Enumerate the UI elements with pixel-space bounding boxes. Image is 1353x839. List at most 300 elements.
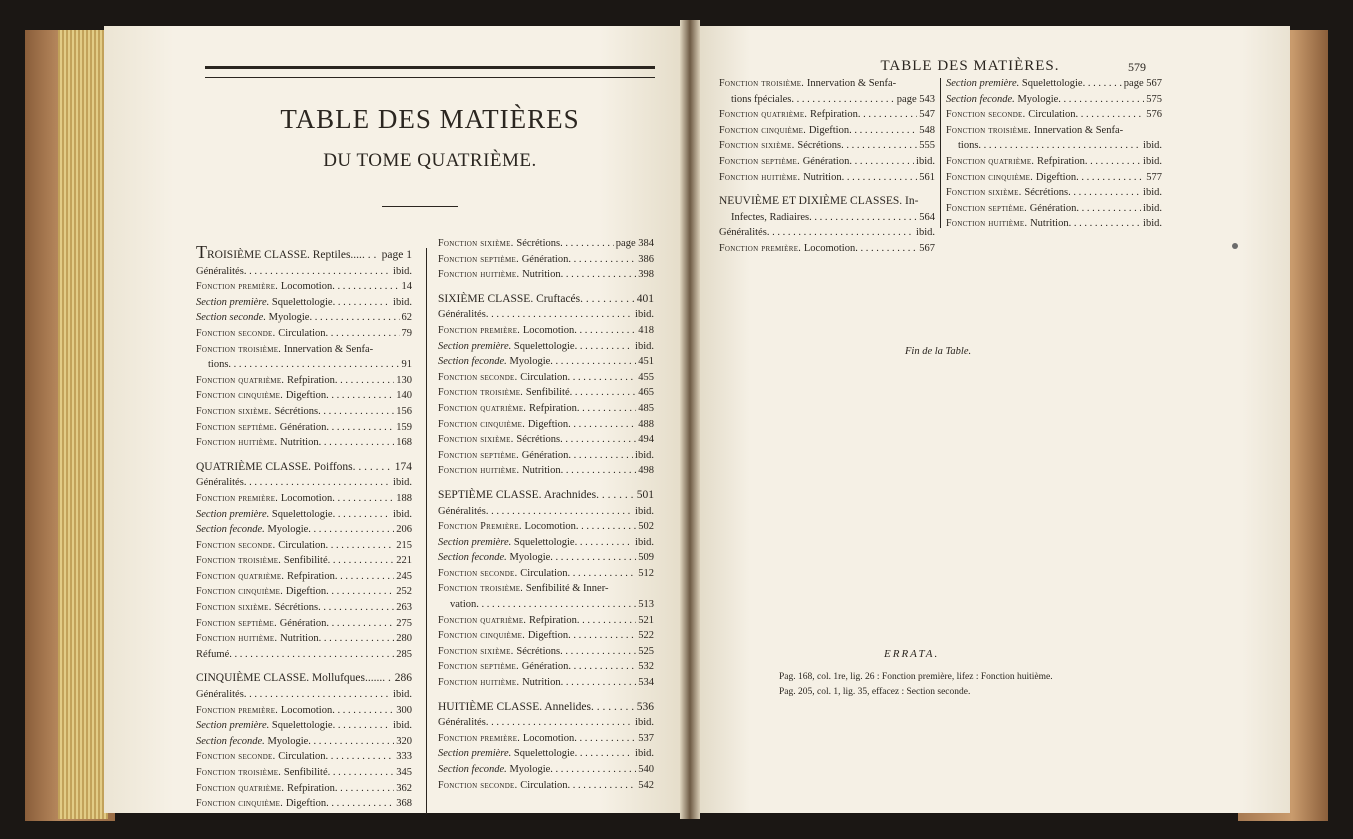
entry-text: Nutrition — [280, 633, 319, 645]
page-subtitle: DU TOME QUATRIÈME. — [323, 150, 537, 171]
entry-text: Squelettologie — [513, 536, 575, 548]
toc-entry — [719, 210, 935, 226]
toc-entry — [946, 76, 1162, 92]
entry-text: vation — [450, 599, 477, 611]
entry-text: Locomotion — [803, 242, 856, 254]
toc-entry-label — [438, 401, 577, 417]
page-ref: 537 — [638, 732, 654, 744]
function-heading: Fonction cinquième. — [438, 630, 528, 642]
toc-entry — [719, 154, 935, 170]
toc-entry — [438, 613, 654, 629]
toc-entry-label — [196, 569, 335, 585]
page-ref: ibid. — [393, 508, 412, 520]
toc-entry-label — [719, 225, 767, 241]
toc-entry — [196, 242, 412, 264]
toc-entry-label — [438, 417, 568, 433]
toc-entry-label — [196, 749, 326, 765]
dot-leader — [1085, 154, 1141, 170]
toc-entry-label — [438, 628, 568, 644]
toc-entry-label — [196, 734, 308, 750]
dot-leader — [326, 584, 394, 600]
dot-leader — [550, 762, 636, 778]
function-heading: Fonction Première. — [438, 521, 525, 533]
page-ref: ibid. — [393, 296, 412, 308]
section-heading: Section première. — [438, 340, 514, 352]
entry-text: Sécrétions — [516, 434, 561, 446]
toc-entry-label — [438, 659, 568, 675]
function-heading: Fonction sixième. — [438, 434, 517, 446]
page-ref: 245 — [396, 570, 412, 582]
page-ref: 561 — [919, 171, 935, 183]
toc-entry — [196, 295, 412, 311]
column-divider-right — [940, 78, 941, 228]
page-ref: ibid. — [635, 340, 654, 352]
toc-entry-label — [438, 746, 575, 762]
toc-entry-label — [196, 435, 319, 451]
toc-entry — [438, 644, 654, 660]
entry-text: Nutrition — [522, 677, 561, 689]
page-ref: 280 — [396, 633, 412, 645]
section-heading: Section feconde. — [196, 524, 268, 536]
entry-text: Génération — [802, 155, 850, 167]
toc-entry-label — [438, 519, 576, 535]
dot-leader — [244, 264, 391, 280]
dot-leader — [335, 569, 394, 585]
page-ref: 362 — [396, 782, 412, 794]
entry-text: Refpiration — [529, 614, 577, 626]
toc-entry — [438, 566, 654, 582]
function-heading: Fonction troisième. — [438, 583, 526, 595]
page-ref: 522 — [638, 630, 654, 642]
toc-entry-label — [946, 216, 1069, 232]
function-heading: Fonction quatrième. — [438, 402, 529, 414]
toc-entry — [438, 746, 654, 762]
entry-text: Génération — [521, 661, 569, 673]
entry-text: Myologie — [268, 312, 310, 324]
function-heading: Fonction huitième. — [438, 465, 523, 477]
function-heading: Fonction huitième. — [438, 677, 523, 689]
toc-entry-label — [196, 631, 319, 647]
toc-entry-label — [719, 194, 918, 210]
entry-text: HUITIÈME CLASSE. Annelides — [438, 700, 592, 713]
toc-entry-label — [196, 420, 326, 436]
entry-text: Locomotion — [522, 324, 575, 336]
page-ref: 368 — [396, 798, 412, 810]
toc-entry-label — [719, 170, 842, 186]
dot-leader — [1058, 92, 1144, 108]
dot-leader — [308, 522, 394, 538]
page-ref: 62 — [401, 312, 412, 324]
entry-text: Digeftion — [285, 390, 327, 402]
entry-text: Circulation — [520, 371, 568, 383]
toc-entry-label — [438, 731, 574, 747]
dot-leader — [577, 613, 636, 629]
toc-entry-label — [196, 373, 335, 389]
function-heading: Fonction quatrième. — [196, 782, 287, 794]
page-ref: 567 — [919, 242, 935, 254]
dot-leader — [568, 448, 633, 464]
page-ref: 156 — [396, 405, 412, 417]
entry-text: Nutrition — [280, 437, 319, 449]
entry-text: NEUVIÈME ET DIXIÈME CLASSES. In- — [719, 195, 919, 208]
toc-entry — [438, 252, 654, 268]
function-heading: Fonction seconde. — [438, 567, 521, 579]
toc-entry — [196, 584, 412, 600]
dot-leader — [809, 210, 917, 226]
entry-text: Locomotion — [280, 492, 333, 504]
toc-entry — [946, 201, 1162, 217]
dot-leader — [318, 600, 394, 616]
page-ref: 548 — [919, 124, 935, 136]
entry-text: CINQUIÈME CLASSE. Mollufques...... — [196, 672, 383, 685]
toc-entry-label — [719, 154, 849, 170]
toc-entry — [438, 628, 654, 644]
entry-text: Squelettologie — [271, 508, 333, 520]
toc-entry — [946, 92, 1162, 108]
function-heading: Fonction quatrième. — [196, 374, 287, 386]
page-ref: 91 — [401, 359, 412, 371]
toc-entry-label — [196, 507, 333, 523]
entry-text: Sécrétions — [797, 140, 842, 152]
page-ref: 275 — [396, 617, 412, 629]
entry-text: Squelettologie — [1021, 78, 1083, 89]
section-heading: Section feconde. — [438, 764, 510, 775]
toc-entry — [719, 225, 935, 241]
page-ref: 547 — [919, 109, 935, 121]
entry-text: Digeftion — [285, 798, 327, 810]
dot-leader — [577, 401, 636, 417]
toc-entry — [196, 279, 412, 295]
section-heading: Section première. — [438, 536, 514, 548]
entry-text: Généralités — [196, 265, 244, 277]
section-heading: Section première. — [196, 720, 272, 732]
toc-entry — [438, 323, 654, 339]
toc-entry — [196, 373, 412, 389]
toc-entry — [719, 241, 935, 257]
page-ref: 215 — [396, 539, 412, 551]
running-head: TABLE DES MATIÈRES. — [880, 58, 1060, 74]
entry-text: Circulation — [1028, 109, 1076, 121]
dot-leader — [574, 323, 636, 339]
page-ref: 221 — [396, 555, 412, 567]
function-heading: Fonction cinquième. — [719, 124, 809, 136]
entry-text: Squelettologie — [271, 296, 333, 308]
dot-leader — [575, 746, 633, 762]
toc-entry-label — [196, 687, 244, 703]
toc-entry-label — [438, 488, 596, 504]
page-ref: ibid. — [1143, 218, 1162, 230]
toc-entry — [438, 762, 654, 778]
function-heading: Fonction première. — [196, 492, 281, 504]
toc-entry — [196, 491, 412, 507]
toc-entry-label — [719, 123, 849, 139]
function-heading: Fonction cinquième. — [196, 586, 286, 598]
function-heading: Fonction troisième. — [438, 387, 526, 399]
toc-entry-label — [946, 123, 1123, 139]
section-heading: Section feconde. — [438, 552, 510, 564]
section-heading: Section feconde. — [196, 735, 268, 747]
entry-text: Myologie — [509, 552, 551, 564]
dot-leader — [326, 538, 395, 554]
toc-entry-label — [196, 796, 326, 812]
section-heading: Section feconde. — [946, 93, 1018, 105]
page-ref: 488 — [638, 418, 654, 430]
page-ref: ibid. — [393, 477, 412, 489]
entry-text: Squelettologie — [513, 340, 575, 352]
toc-entry — [196, 781, 412, 797]
toc-entry-label — [438, 675, 561, 691]
toc-column-left-2 — [438, 236, 654, 793]
page-ref: 540 — [638, 764, 654, 775]
page-ref: 130 — [396, 374, 412, 386]
toc-entry-label — [438, 267, 561, 283]
toc-entry — [438, 731, 654, 747]
page-ref: 577 — [1146, 171, 1162, 183]
entry-text: Digeftion — [527, 630, 569, 642]
entry-text: Généralités — [438, 717, 486, 729]
page-ref: 521 — [638, 614, 654, 626]
page-ref: 575 — [1146, 93, 1162, 105]
toc-entry-label — [438, 762, 550, 778]
toc-entry-label — [438, 700, 591, 716]
dot-leader — [849, 154, 914, 170]
toc-entry — [196, 671, 412, 687]
toc-entry-label — [946, 201, 1076, 217]
toc-entry-label — [196, 342, 373, 358]
toc-entry-label — [438, 504, 486, 520]
toc-entry — [438, 675, 654, 691]
errata-line: Pag. 205, col. 1, lig. 35, effacez : Section seconde. — [779, 687, 971, 697]
toc-entry-label — [958, 138, 978, 154]
dot-leader — [568, 659, 636, 675]
toc-entry — [196, 460, 412, 476]
toc-entry — [438, 715, 654, 731]
entry-text: Généralités — [438, 505, 486, 517]
entry-text: Refpiration — [287, 782, 335, 794]
toc-entry — [196, 553, 412, 569]
dot-leader — [318, 404, 394, 420]
toc-entry-label — [719, 241, 855, 257]
toc-entry — [946, 123, 1162, 139]
page-ref: ibid. — [635, 505, 654, 517]
entry-text: Refpiration — [529, 402, 577, 414]
entry-text: Généralités — [196, 477, 244, 489]
dot-leader — [319, 631, 395, 647]
entry-text: Refpiration — [287, 570, 335, 582]
entry-text: Sécrétions — [516, 645, 561, 657]
toc-entry — [438, 385, 654, 401]
toc-entry — [946, 216, 1162, 232]
toc-entry — [196, 357, 412, 373]
toc-entry-label — [196, 522, 308, 538]
toc-entry-label — [438, 778, 568, 794]
toc-entry — [438, 354, 654, 370]
entry-text: Génération — [279, 617, 327, 629]
entry-text: Nutrition — [522, 465, 561, 477]
dot-leader — [576, 519, 636, 535]
dot-leader — [335, 781, 394, 797]
toc-entry — [438, 581, 654, 597]
dot-leader — [486, 715, 633, 731]
page-ref: 455 — [638, 371, 654, 383]
function-heading: Fonction quatrième. — [719, 109, 810, 121]
page-title: TABLE DES MATIÈRES — [280, 104, 580, 134]
page-ref: 525 — [638, 645, 654, 657]
toc-entry — [196, 734, 412, 750]
page-ref: ibid. — [916, 227, 935, 239]
function-heading: Fonction troisième. — [946, 124, 1034, 136]
entry-text: Nutrition — [1030, 218, 1069, 230]
page-ref: 168 — [396, 437, 412, 449]
page-ref: 174 — [394, 460, 412, 473]
toc-entry — [438, 307, 654, 323]
function-heading: Fonction septième. — [438, 449, 522, 461]
entry-text: Innervation & Senfa- — [1033, 124, 1124, 136]
entry-text: Circulation — [278, 751, 326, 763]
toc-entry-label — [438, 236, 560, 252]
section-heading: Section feconde. — [438, 356, 510, 368]
function-heading: Fonction septième. — [196, 617, 280, 629]
page-ref: 501 — [636, 488, 654, 501]
dot-leader — [228, 357, 399, 373]
dot-leader — [1068, 185, 1141, 201]
title-rule — [382, 206, 458, 207]
dot-leader — [332, 491, 394, 507]
toc-entry — [438, 339, 654, 355]
toc-entry-label — [196, 295, 333, 311]
toc-entry — [438, 236, 654, 252]
entry-text: Généralités — [719, 227, 767, 239]
toc-entry — [438, 432, 654, 448]
dot-leader — [1076, 107, 1145, 123]
toc-entry-label — [450, 597, 476, 613]
toc-entry — [438, 519, 654, 535]
toc-entry-label — [438, 644, 560, 660]
toc-entry-label — [438, 535, 575, 551]
toc-entry — [196, 687, 412, 703]
entry-text: Digeftion — [1035, 171, 1077, 183]
errata-title: ERRATA. — [884, 648, 940, 660]
entry-text: Digeftion — [808, 124, 850, 136]
toc-entry — [196, 718, 412, 734]
page-ref: page 567 — [1123, 78, 1162, 89]
entry-text: SEPTIÈME CLASSE. Arachnides — [438, 488, 597, 501]
dot-leader — [333, 507, 391, 523]
entry-text: Myologie — [1017, 93, 1059, 105]
dot-leader — [328, 765, 395, 781]
page-ref: ibid. — [1143, 187, 1162, 199]
toc-entry — [946, 185, 1162, 201]
page-ref: 555 — [919, 140, 935, 152]
entry-text: Refpiration — [287, 374, 335, 386]
entry-text: Circulation — [520, 567, 568, 579]
entry-text: Senfibilité — [283, 555, 328, 567]
toc-entry — [196, 326, 412, 342]
page-ref: 564 — [919, 211, 935, 223]
toc-entry-label — [438, 370, 568, 386]
function-heading: Fonction sixième. — [196, 602, 275, 614]
ornamental-rule — [205, 66, 655, 78]
page-ref: ibid. — [393, 689, 412, 701]
entry-text: Myologie — [509, 764, 551, 775]
toc-entry-label — [196, 242, 362, 264]
page-ref: page 1 — [381, 249, 412, 261]
page-ref: page 543 — [896, 93, 935, 105]
function-heading: Fonction cinquième. — [196, 390, 286, 402]
toc-entry-label — [438, 323, 574, 339]
entry-text: Génération — [521, 449, 569, 461]
entry-text: ROISIÈME CLASSE. Reptiles.... — [207, 249, 362, 261]
entry-text: Locomotion — [280, 704, 333, 716]
entry-text: Sécrétions — [1024, 187, 1069, 199]
function-heading: Fonction première. — [196, 281, 281, 293]
toc-entry-label — [946, 154, 1085, 170]
toc-entry-label — [196, 765, 328, 781]
function-heading: Fonction seconde. — [196, 539, 279, 551]
paper-spot — [1232, 243, 1238, 249]
toc-entry-label — [946, 107, 1076, 123]
function-heading: Fonction septième. — [438, 661, 522, 673]
dot-leader — [319, 435, 395, 451]
toc-entry-label — [196, 647, 229, 663]
function-heading: Fonction septième. — [946, 202, 1030, 214]
page-ref: 345 — [396, 767, 412, 778]
page-ref: 398 — [638, 269, 654, 281]
entry-text: Nutrition — [522, 269, 561, 281]
dot-leader — [580, 292, 635, 308]
function-heading: Fonction cinquième. — [438, 418, 528, 430]
toc-entry-label — [196, 310, 309, 326]
toc-entry — [438, 448, 654, 464]
toc-entry — [438, 488, 654, 504]
entry-text: Senfibilité & Inner- — [525, 583, 609, 595]
dot-leader — [849, 123, 917, 139]
dot-leader — [362, 248, 380, 264]
toc-entry — [196, 765, 412, 781]
page-ref: 465 — [638, 387, 654, 399]
toc-entry-label — [208, 357, 228, 373]
page-number: 579 — [1128, 60, 1146, 74]
toc-entry-label — [946, 76, 1083, 92]
entry-text: Senfibilité — [525, 387, 570, 399]
dot-leader — [326, 749, 395, 765]
dot-leader — [561, 675, 637, 691]
function-heading: Fonction première. — [719, 242, 804, 254]
page-ref: 14 — [401, 281, 412, 293]
function-heading: Fonction seconde. — [196, 327, 279, 339]
entry-text: Myologie — [509, 356, 551, 368]
dot-leader — [842, 170, 918, 186]
page-ref: 285 — [396, 648, 412, 660]
toc-column-left-1 — [196, 236, 412, 812]
dot-leader — [309, 310, 399, 326]
page-ref: 418 — [638, 324, 654, 336]
page-ref: 263 — [396, 602, 412, 614]
toc-entry-label — [196, 264, 244, 280]
dot-leader — [326, 326, 400, 342]
toc-entry-label — [719, 76, 896, 92]
dot-leader — [326, 796, 394, 812]
dot-leader — [486, 504, 633, 520]
section-heading: Section première. — [196, 296, 272, 308]
gilt-page-edges — [58, 30, 108, 819]
dot-leader — [328, 553, 395, 569]
entry-text: tions — [958, 140, 979, 152]
book-gutter — [680, 20, 700, 819]
toc-entry — [196, 342, 412, 358]
function-heading: Fonction troisième. — [196, 343, 284, 355]
page-ref: 542 — [638, 779, 654, 791]
